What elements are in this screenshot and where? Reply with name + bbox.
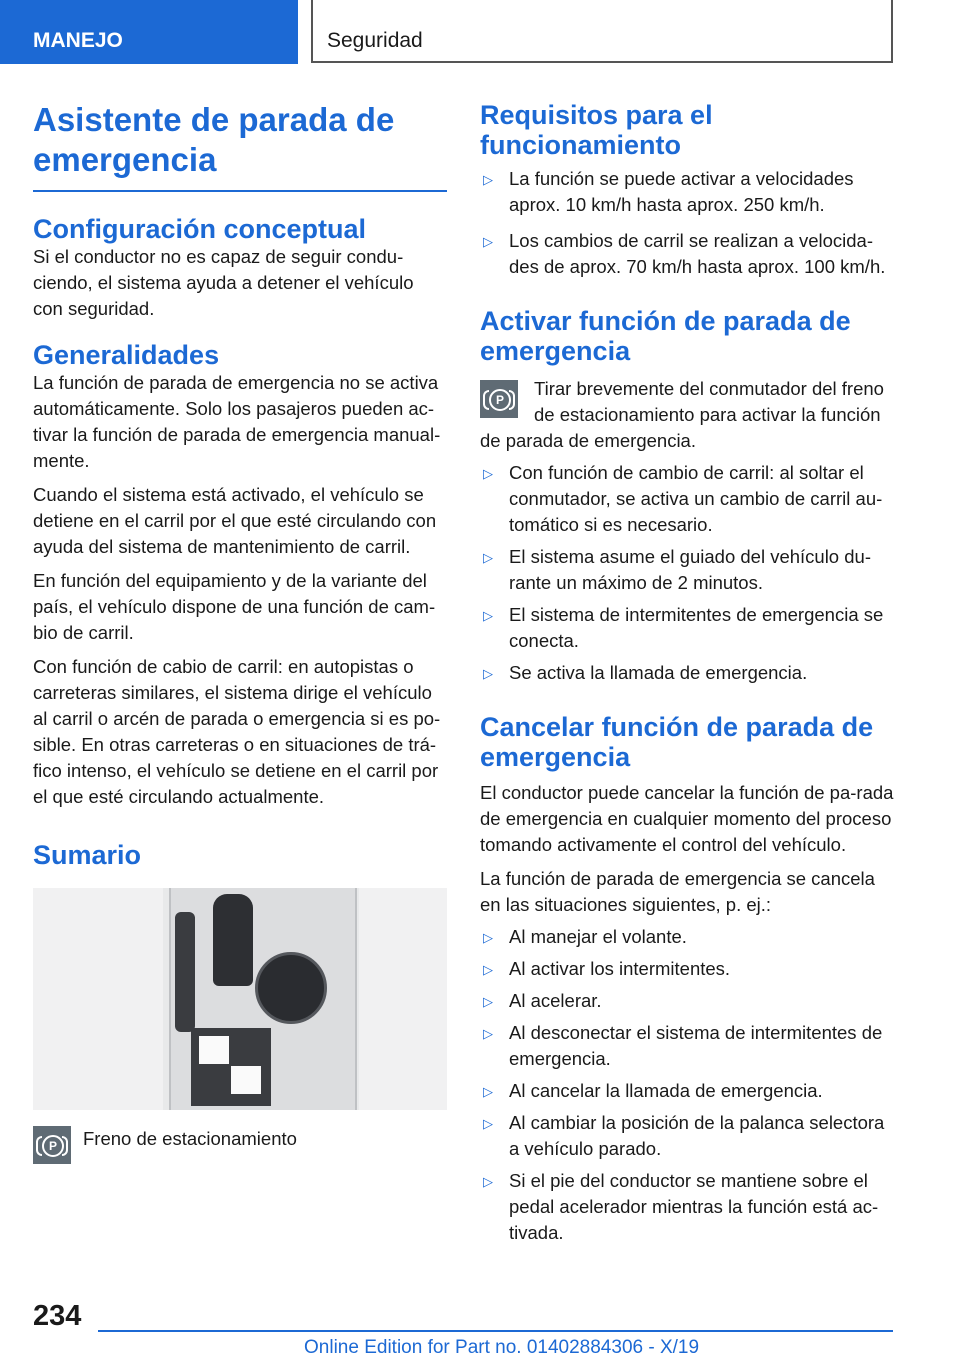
list-item: ▷ Con función de cambio de carril: al soltar el conmutador, se activa un cambio de carril au-tomático si es necesario. <box>483 462 883 535</box>
page-title: Asistente de parada de emergencia <box>33 101 395 178</box>
section-label: MANEJO <box>33 29 123 52</box>
edition-note: Online Edition for Part no. 01402884306 - X/19 <box>304 1337 700 1358</box>
gear-selector-lever <box>213 894 253 986</box>
bullet-triangle-icon: ▷ <box>483 1116 493 1131</box>
activate-text: Tirar brevemente del conmutador del freno de estacionamiento para activar la función de parada de emergencia. <box>480 378 884 451</box>
general-paragraph: La función de parada de emergencia no se activa automáticamente. Solo los pasajeros pueden ac-tivar la función de parada de emergencia manual-mente. <box>33 372 441 471</box>
bullet-triangle-icon: ▷ <box>483 1084 493 1099</box>
topic-box <box>311 0 893 63</box>
bullet-triangle-icon: ▷ <box>483 994 493 1009</box>
cancel-paragraph: El conductor puede cancelar la función de pa-rada de emergencia en cualquier momento del proceso tomando activamente el control del vehículo. <box>480 782 894 855</box>
left-column <box>33 100 447 1164</box>
bullet-triangle-icon: ▷ <box>483 1174 493 1189</box>
concept-heading: Configuración conceptual <box>33 214 367 244</box>
bullet-triangle-icon: ▷ <box>483 466 493 481</box>
activate-heading: Activar función de parada de emergencia <box>480 306 851 366</box>
list-item: ▷ La función se puede activar a velocidades aprox. 10 km/h hasta aprox. 250 km/h. <box>483 168 854 215</box>
cancel-paragraph: La función de parada de emergencia se cancela en las situaciones siguientes, p. ej.: <box>480 868 875 915</box>
bullet-triangle-icon: ▷ <box>483 930 493 945</box>
page-number: 234 <box>33 1300 82 1332</box>
general-paragraph: Con función de cabio de carril: en autopistas o carreteras similares, el sistema dirige el vehículo al carril o arcén de parada o emergencia si es po-sible. En otras carreteras o en situaciones de trá-fico intenso, el vehículo se detiene en el carril por el que esté circulando actualmente. <box>33 656 441 807</box>
bullet-triangle-icon: ▷ <box>483 962 493 977</box>
list-item: ▷ Al desconectar el sistema de intermitentes de emergencia. <box>483 1022 883 1069</box>
footer-rule <box>98 1330 893 1332</box>
right-column <box>480 100 898 1246</box>
general-paragraph: En función del equipamiento y de la variante del país, el vehículo dispone de una función de cam-bio de carril. <box>33 570 436 643</box>
summary-heading: Sumario <box>33 840 142 870</box>
topic-label: Seguridad <box>327 29 423 52</box>
cancel-heading: Cancelar función de parada de emergencia <box>480 712 874 772</box>
list-item: ▷ Se activa la llamada de emergencia. <box>480 660 898 686</box>
image-caption: Freno de estacionamiento <box>83 1128 297 1149</box>
list-item: ▷ Al acelerar. <box>480 988 898 1014</box>
general-heading: Generalidades <box>33 340 220 370</box>
list-item: ▷ Al cambiar la posición de la palanca selectora a vehículo parado. <box>483 1112 885 1159</box>
bullet-triangle-icon: ▷ <box>483 550 493 565</box>
bullet-triangle-icon: ▷ <box>483 666 493 681</box>
list-item: ▷ Al activar los intermitentes. <box>480 956 898 982</box>
bullet-triangle-icon: ▷ <box>483 1026 493 1041</box>
list-item: ▷ Al manejar el volante. <box>480 924 898 950</box>
parking-brake-icon: P <box>480 380 518 418</box>
concept-text: Si el conductor no es capaz de seguir condu-ciendo, el sistema ayuda a detener el vehículo con seguridad. <box>33 246 414 319</box>
parking-brake-icon: P <box>33 1126 71 1164</box>
general-paragraph: Cuando el sistema está activado, el vehículo se detiene en el carril por el que esté circulando con ayuda del sistema de mantenimiento de carril. <box>33 484 437 557</box>
list-item: ▷ Si el pie del conductor se mantiene sobre el pedal acelerador mientras la función está ac-tivada. <box>483 1170 879 1243</box>
center-console-image <box>33 888 447 1110</box>
controller-knob <box>255 952 327 1024</box>
requirements-heading: Requisitos para el funcionamiento <box>480 100 713 160</box>
section-tab <box>0 0 298 64</box>
list-item: ▷ El sistema asume el guiado del vehículo du-rante un máximo de 2 minutos. <box>483 546 871 593</box>
title-rule <box>33 190 447 192</box>
list-item: ▷ Al cancelar la llamada de emergencia. <box>480 1078 898 1104</box>
list-item: ▷ Los cambios de carril se realizan a velocida-des de aprox. 70 km/h hasta aprox. 100 km/h. <box>483 230 886 277</box>
bullet-triangle-icon: ▷ <box>483 234 493 249</box>
bullet-triangle-icon: ▷ <box>483 172 493 187</box>
bullet-triangle-icon: ▷ <box>483 608 493 623</box>
list-item: ▷ El sistema de intermitentes de emergencia se conecta. <box>483 604 884 651</box>
